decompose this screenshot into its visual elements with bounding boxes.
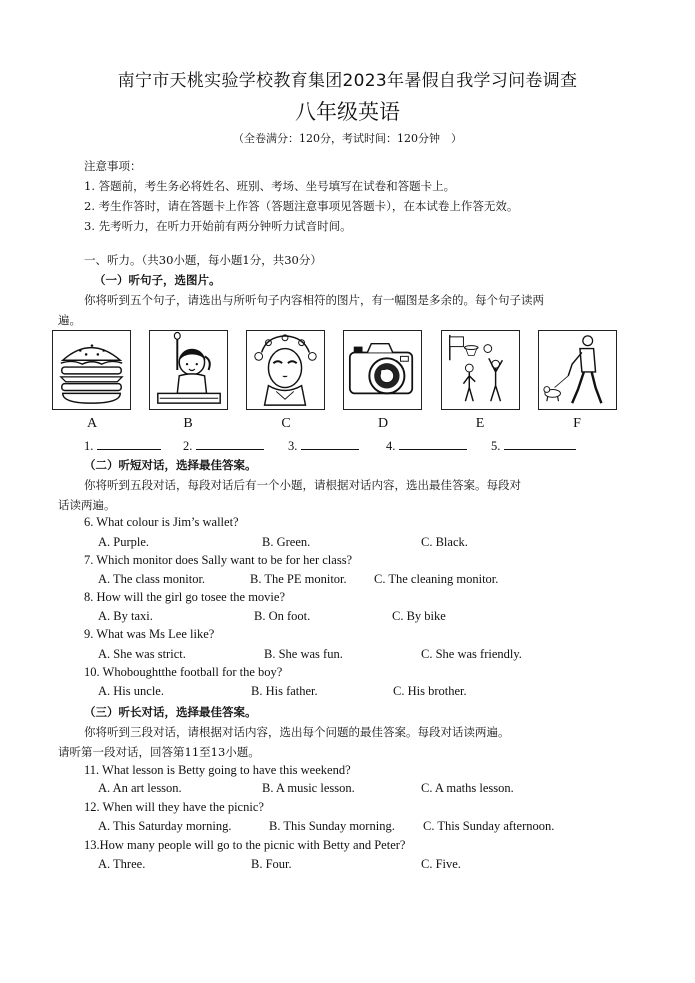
section-heading: （二）听短对话，选择最佳答案。 [84, 458, 257, 472]
option-c[interactable]: C. This Sunday afternoon. [423, 819, 555, 833]
question-text: 8. How will the girl go tosee the movie? [84, 590, 286, 604]
option-b[interactable]: B. This Sunday morning. [269, 819, 395, 833]
man-walking-dog-icon [539, 331, 616, 409]
question-text: 6. What colour is Jim’s wallet? [84, 515, 239, 529]
picture-letter: F [573, 416, 581, 431]
section-heading: （一）听句子，选图片。 [94, 273, 221, 287]
basketball-players-icon [442, 331, 519, 409]
picture-letter: C [281, 416, 291, 431]
picture-a [52, 330, 131, 410]
option-b[interactable]: B. On foot. [254, 609, 311, 623]
question-text: 11. What lesson is Betty going to have this weekend? [84, 763, 351, 777]
option-a[interactable]: A. By taxi. [98, 609, 153, 623]
hamburger-icon [53, 331, 130, 409]
section-instruction: 你将听到五段对话，每段对话后有一个小题，请根据对话内容，选出最佳答案。每段对 [84, 478, 521, 492]
option-b[interactable]: B. Four. [251, 857, 292, 871]
notice-item: 1. 答题前，考生务必将姓名、班别、考场、坐号填写在试卷和答题卡上。 [84, 179, 456, 193]
camera-icon [344, 331, 421, 409]
section-instruction: 请听第一段对话，回答第11至13小题。 [58, 745, 260, 759]
option-a[interactable]: A. Three. [98, 857, 146, 871]
option-c[interactable]: C. The cleaning monitor. [374, 572, 499, 586]
option-a[interactable]: A. An art lesson. [98, 781, 182, 795]
picture-d [343, 330, 422, 410]
option-b[interactable]: B. A music lesson. [262, 781, 355, 795]
blank-number: 2. [183, 439, 193, 453]
picture-f [538, 330, 617, 410]
opera-mask-icon [247, 331, 324, 409]
blank-number: 1. [84, 439, 94, 453]
answer-blank[interactable] [84, 437, 161, 454]
question-text: 12. When will they have the picnic? [84, 800, 264, 814]
option-b[interactable]: B. Green. [262, 535, 311, 549]
question-text: 10. Whoboughtthe football for the boy? [84, 665, 283, 679]
option-c[interactable]: C. His brother. [393, 684, 467, 698]
answer-blank[interactable] [386, 437, 467, 454]
option-a[interactable]: A. His uncle. [98, 684, 164, 698]
notice-item: 2. 考生作答时，请在答题卡上作答（答题注意事项见答题卡），在本试卷上作答无效。 [84, 199, 519, 213]
question-text: 7. Which monitor does Sally want to be for her class? [84, 553, 353, 567]
picture-letter: D [377, 416, 389, 431]
section-instruction: 话读两遍。 [58, 498, 116, 512]
picture-letter: B [183, 416, 193, 431]
exam-note: （全卷满分：120分，考试时间：120分钟 ） [233, 132, 462, 145]
option-c[interactable]: C. A maths lesson. [421, 781, 514, 795]
option-a[interactable]: A. Purple. [98, 535, 150, 549]
option-a[interactable]: A. The class monitor. [98, 572, 206, 586]
answer-blank[interactable] [183, 437, 264, 454]
picture-letter: A [86, 416, 98, 431]
picture-letter: E [475, 416, 485, 431]
question-text: 13.How many people will go to the picnic with Betty and Peter? [84, 838, 406, 852]
option-c[interactable]: C. By bike [392, 609, 446, 623]
notice-item: 3. 先考听力，在听力开始前有两分钟听力试音时间。 [84, 219, 352, 233]
option-c[interactable]: C. She was friendly. [421, 647, 522, 661]
option-b[interactable]: B. His father. [251, 684, 318, 698]
exam-title: 南宁市天桃实验学校教育集团2023年暑假自我学习问卷调查 [117, 71, 578, 91]
answer-blank[interactable] [491, 437, 576, 454]
blank-number: 5. [491, 439, 501, 453]
option-b[interactable]: B. The PE monitor. [250, 572, 347, 586]
section-instruction: 遍。 [58, 313, 81, 327]
answer-blank[interactable] [288, 437, 359, 454]
picture-c [246, 330, 325, 410]
picture-e [441, 330, 520, 410]
girl-raising-hand-icon [150, 331, 227, 409]
section-heading: （三）听长对话，选择最佳答案。 [84, 705, 257, 719]
part-heading: 一、听力。（共30小题，每小题1分，共30分） [84, 253, 322, 267]
question-text: 9. What was Ms Lee like? [84, 627, 215, 641]
option-a[interactable]: A. She was strict. [98, 647, 186, 661]
section-instruction: 你将听到三段对话，请根据对话内容，选出每个问题的最佳答案。每段对话读两遍。 [84, 725, 510, 739]
notice-heading: 注意事项： [84, 159, 142, 173]
exam-subtitle: 八年级英语 [295, 100, 400, 124]
section-instruction: 你将听到五个句子，请选出与所听句子内容相符的图片，有一幅图是多余的。每个句子读两 [84, 293, 544, 307]
blank-number: 3. [288, 439, 298, 453]
option-c[interactable]: C. Black. [421, 535, 468, 549]
picture-b [149, 330, 228, 410]
blank-number: 4. [386, 439, 396, 453]
option-b[interactable]: B. She was fun. [264, 647, 343, 661]
option-c[interactable]: C. Five. [421, 857, 461, 871]
option-a[interactable]: A. This Saturday morning. [98, 819, 232, 833]
